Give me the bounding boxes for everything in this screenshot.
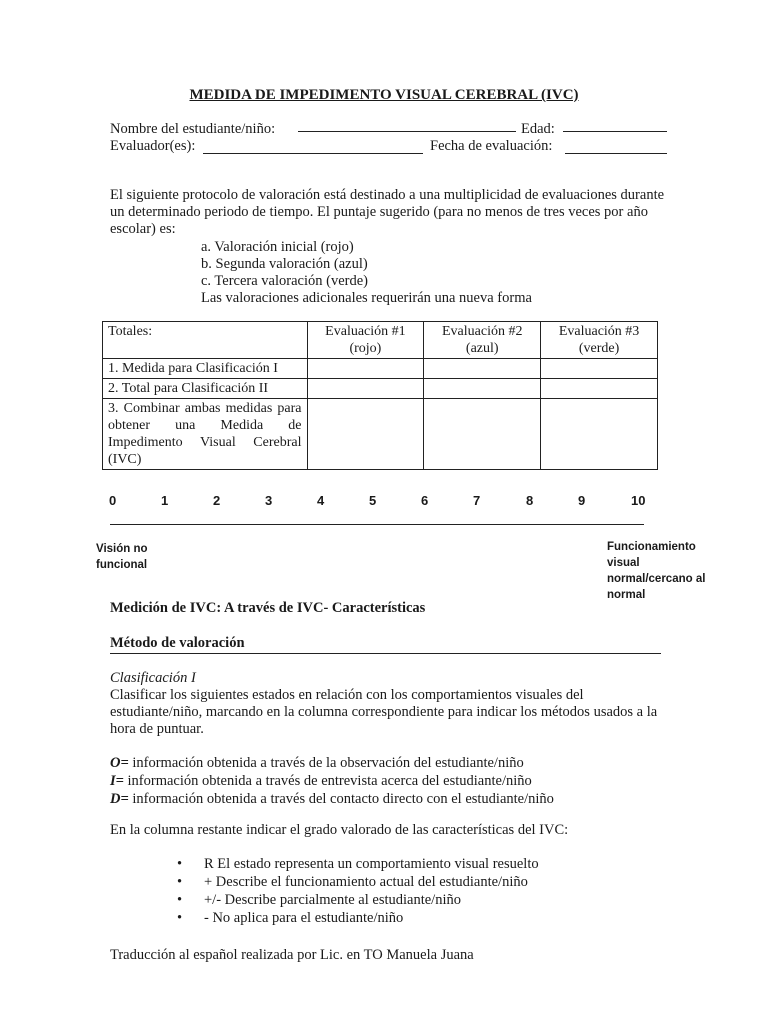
list-item [160,909,539,927]
table-row [103,399,658,470]
scale-number-6: 6 [421,493,429,508]
header-evaluation-2: Evaluación #2 (azul) [424,322,541,359]
scale-number-5: 5 [369,493,377,508]
score-cell[interactable] [541,379,658,399]
scale-number-3: 3 [265,493,273,508]
schedule-item: Las valoraciones adicionales requerirán una nueva forma [201,290,532,306]
scale-left-label: Visión no funcional [96,543,148,571]
bullet-icon: • [177,856,183,872]
schedule-item: b. Segunda valoración (azul) [201,256,368,272]
student-name-field[interactable] [298,131,516,132]
document-title: MEDIDA DE IMPEDIMENTO VISUAL CEREBRAL (IVC) [189,87,579,103]
list-item [160,873,539,891]
bullet-icon: • [177,892,183,908]
method-divider [110,653,661,654]
bullet-text: - No aplica para el estudiante/niño [204,910,404,926]
schedule-item: a. Valoración inicial (rojo) [201,239,354,255]
score-cell[interactable] [307,379,424,399]
legend-text: información obtenida a través de entrevista acerca del estudiante/niño [123,773,532,789]
age-field[interactable] [563,131,667,132]
score-cell[interactable] [541,359,658,379]
bullet-text: R El estado representa un comportamiento visual resuelto [204,856,539,872]
totals-table [102,321,658,470]
legend-item [110,772,554,790]
classify-paragraph: Clasificar los siguientes estados en relación con los comportamientos visuales del estudiante/niño, marcando en la columna correspondiente para indicar los métodos usados a la hora de puntuar. [110,687,658,737]
student-name-label: Nombre del estudiante/niño: [110,121,276,137]
table-row [103,379,658,399]
header-totals: Totales: [103,322,308,359]
scale-number-9: 9 [578,493,586,508]
scale-number-1: 1 [161,493,169,508]
column-instruction: En la columna restante indicar el grado valorado de las características del IVC: [110,822,569,838]
legend-key: I= [110,773,124,789]
legend-text: información obtenida a través de la observación del estudiante/niño [128,755,524,771]
intro-paragraph: El siguiente protocolo de valoración está destinado a una multiplicidad de evaluaciones durante un determinado periodo de tiempo. El puntaje sugerido (para no menos de tres veces por año escolar) es: [110,187,665,237]
assessment-schedule-list [201,239,532,307]
row-label: 3. Combinar ambas medidas para obtener una Medida de Impedimento Visual Cerebral (IVC) [103,399,308,470]
legend-item [110,790,554,808]
schedule-item: c. Tercera valoración (verde) [201,273,368,289]
scale-number-4: 4 [317,493,325,508]
evaluator-field[interactable] [203,153,423,154]
method-legend [110,754,554,808]
age-label: Edad: [521,121,555,137]
bullet-text: +/- Describe parcialmente al estudiante/niño [204,892,461,908]
row-label: 1. Medida para Clasificación I [103,359,308,379]
scale-number-8: 8 [526,493,534,508]
score-cell[interactable] [424,399,541,470]
score-cell[interactable] [424,359,541,379]
scale-number-2: 2 [213,493,221,508]
score-cell[interactable] [424,379,541,399]
scale-number-0: 0 [109,493,117,508]
bullet-icon: • [177,874,183,890]
table-header-row [103,322,658,359]
method-heading: Método de valoración [110,635,245,651]
score-cell[interactable] [541,399,658,470]
evaluator-label: Evaluador(es): [110,138,196,154]
scale-line [110,524,644,525]
list-item [160,891,539,909]
header-evaluation-3: Evaluación #3 (verde) [541,322,658,359]
bullet-text: + Describe el funcionamiento actual del estudiante/niño [204,874,528,890]
legend-text: información obtenida a través del contacto directo con el estudiante/niño [128,791,554,807]
header-evaluation-1: Evaluación #1 (rojo) [307,322,424,359]
evaluation-date-field[interactable] [565,153,667,154]
list-item [160,855,539,873]
section-heading: Medición de IVC: A través de IVC- Características [110,600,426,616]
table-row [103,359,658,379]
translation-credit: Traducción al español realizada por Lic. en TO Manuela Juana [110,947,474,963]
classification-heading: Clasificación I [110,670,196,686]
legend-key: O= [110,755,129,771]
bullet-icon: • [177,910,183,926]
rating-bullet-list [160,855,539,927]
scale-number-7: 7 [473,493,481,508]
legend-key: D= [110,791,129,807]
score-cell[interactable] [307,359,424,379]
scale-right-label: Funcionamiento visual normal/cercano al normal [607,541,706,601]
row-label: 2. Total para Clasificación II [103,379,308,399]
scale-number-10: 10 [631,493,646,508]
legend-item [110,754,554,772]
evaluation-date-label: Fecha de evaluación: [430,138,553,154]
score-cell[interactable] [307,399,424,470]
